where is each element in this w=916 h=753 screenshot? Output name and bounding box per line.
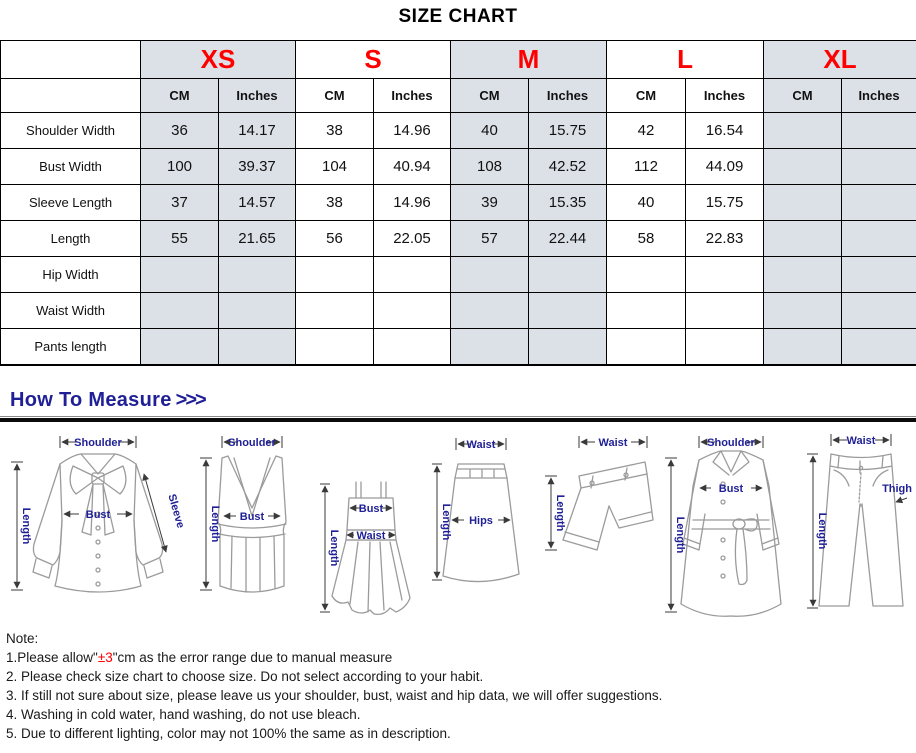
row-label: Shoulder Width bbox=[1, 113, 141, 149]
size-value-cell: 22.05 bbox=[374, 221, 451, 257]
measure-label-length: Length bbox=[328, 529, 341, 567]
table-row bbox=[1, 149, 916, 185]
diagram-dress bbox=[316, 428, 426, 624]
measure-diagrams bbox=[0, 428, 916, 626]
size-value-cell: 38 bbox=[296, 113, 374, 149]
note-line-2: 2. Please check size chart to choose size. Do not select according to your habit. bbox=[6, 669, 484, 684]
note-1-prefix: 1.Please allow" bbox=[6, 650, 98, 665]
size-value-cell bbox=[296, 293, 374, 329]
unit-header: CM bbox=[764, 79, 842, 113]
corner-cell bbox=[1, 79, 141, 113]
size-value-cell: 57 bbox=[451, 221, 529, 257]
measure-label-length: Length bbox=[20, 507, 32, 545]
note-line-4: 4. Washing in cold water, hand washing, do not use bleach. bbox=[6, 707, 361, 722]
size-value-cell bbox=[686, 257, 764, 293]
size-value-cell: 36 bbox=[141, 113, 219, 149]
size-value-cell bbox=[686, 329, 764, 365]
size-value-cell bbox=[219, 293, 296, 329]
measure-label-length: Length bbox=[553, 494, 566, 532]
size-value-cell bbox=[764, 185, 842, 221]
measure-label-length: Length bbox=[209, 505, 222, 543]
size-value-cell bbox=[296, 329, 374, 365]
page-title: SIZE CHART bbox=[398, 6, 518, 27]
measure-label-bust: Bust bbox=[239, 511, 265, 523]
size-value-cell bbox=[219, 329, 296, 365]
measure-label-length: Length bbox=[440, 503, 453, 541]
table-row bbox=[1, 113, 916, 149]
note-line-5: 5. Due to different lighting, color may not 100% the same as in description. bbox=[6, 726, 451, 741]
size-value-cell bbox=[529, 257, 607, 293]
size-value-cell bbox=[842, 257, 916, 293]
row-label: Pants length bbox=[1, 329, 141, 365]
size-value-cell: 15.35 bbox=[529, 185, 607, 221]
size-value-cell: 22.83 bbox=[686, 221, 764, 257]
diagram-pants bbox=[803, 428, 913, 624]
row-label: Length bbox=[1, 221, 141, 257]
size-table bbox=[0, 40, 916, 366]
diagram-coat bbox=[659, 428, 799, 624]
how-to-measure-heading bbox=[10, 389, 205, 412]
measure-label-waist: Waist bbox=[598, 437, 628, 449]
size-value-cell bbox=[607, 293, 686, 329]
table-row bbox=[1, 221, 916, 257]
size-value-cell bbox=[764, 221, 842, 257]
size-value-cell bbox=[374, 257, 451, 293]
diagram-blouse bbox=[3, 428, 188, 624]
size-value-cell: 108 bbox=[451, 149, 529, 185]
measure-label-hips: Hips bbox=[469, 515, 494, 527]
size-value-cell: 14.96 bbox=[374, 185, 451, 221]
unit-header: CM bbox=[141, 79, 219, 113]
size-value-cell: 39.37 bbox=[219, 149, 296, 185]
size-value-cell bbox=[764, 329, 842, 365]
size-value-cell bbox=[842, 149, 916, 185]
row-label: Sleeve Length bbox=[1, 185, 141, 221]
size-value-cell bbox=[764, 293, 842, 329]
note-1-suffix: "cm as the error range due to manual measure bbox=[112, 650, 393, 665]
size-value-cell: 42 bbox=[607, 113, 686, 149]
row-label: Hip Width bbox=[1, 257, 141, 293]
size-value-cell: 14.17 bbox=[219, 113, 296, 149]
unit-header: Inches bbox=[219, 79, 296, 113]
size-value-cell bbox=[842, 329, 916, 365]
size-value-cell bbox=[842, 185, 916, 221]
row-label: Waist Width bbox=[1, 293, 141, 329]
measure-label-shoulder: Shoulder bbox=[74, 437, 122, 449]
measure-label-waist: Waist bbox=[846, 435, 876, 447]
measure-label-bust: Bust bbox=[85, 509, 111, 521]
size-value-cell: 38 bbox=[296, 185, 374, 221]
size-value-cell bbox=[607, 257, 686, 293]
size-header-l: L bbox=[607, 41, 764, 79]
diagram-tank-top bbox=[192, 428, 312, 624]
size-value-cell bbox=[296, 257, 374, 293]
diagram-shorts bbox=[535, 428, 655, 624]
size-value-cell: 58 bbox=[607, 221, 686, 257]
size-value-cell: 42.52 bbox=[529, 149, 607, 185]
measure-label-sleeve: Sleeve bbox=[165, 492, 187, 530]
size-value-cell: 55 bbox=[141, 221, 219, 257]
unit-header: CM bbox=[451, 79, 529, 113]
size-value-cell: 40 bbox=[451, 113, 529, 149]
size-value-cell bbox=[451, 257, 529, 293]
unit-header: Inches bbox=[374, 79, 451, 113]
unit-header: CM bbox=[607, 79, 686, 113]
size-value-cell: 100 bbox=[141, 149, 219, 185]
size-header-xs: XS bbox=[141, 41, 296, 79]
note-line-3: 3. If still not sure about size, please leave us your shoulder, bust, waist and hip data, we will offer suggestions. bbox=[6, 688, 663, 703]
size-value-cell: 14.96 bbox=[374, 113, 451, 149]
how-to-measure-label: How To Measure bbox=[10, 389, 172, 411]
size-header-row bbox=[1, 41, 916, 79]
size-value-cell: 15.75 bbox=[686, 185, 764, 221]
measure-label-bust: Bust bbox=[718, 483, 744, 495]
size-value-cell bbox=[141, 257, 219, 293]
size-value-cell: 15.75 bbox=[529, 113, 607, 149]
size-value-cell bbox=[764, 149, 842, 185]
size-value-cell bbox=[374, 293, 451, 329]
size-value-cell bbox=[219, 257, 296, 293]
table-row bbox=[1, 257, 916, 293]
size-header-s: S bbox=[296, 41, 451, 79]
size-value-cell bbox=[764, 257, 842, 293]
size-value-cell bbox=[686, 293, 764, 329]
measure-label-waist: Waist bbox=[356, 530, 386, 542]
size-value-cell: 22.44 bbox=[529, 221, 607, 257]
row-label: Bust Width bbox=[1, 149, 141, 185]
size-value-cell: 16.54 bbox=[686, 113, 764, 149]
size-value-cell bbox=[529, 293, 607, 329]
unit-header: CM bbox=[296, 79, 374, 113]
table-row bbox=[1, 293, 916, 329]
unit-header: Inches bbox=[529, 79, 607, 113]
size-value-cell: 40 bbox=[607, 185, 686, 221]
measure-label-waist: Waist bbox=[467, 439, 496, 451]
size-value-cell: 39 bbox=[451, 185, 529, 221]
size-value-cell: 40.94 bbox=[374, 149, 451, 185]
measure-label-thigh: Thigh bbox=[882, 483, 912, 495]
notes-section bbox=[6, 629, 906, 743]
note-1-tolerance: ±3 bbox=[97, 650, 113, 665]
section-divider bbox=[0, 416, 916, 423]
measure-label-shoulder: Shoulder bbox=[706, 437, 755, 449]
measure-label-shoulder: Shoulder bbox=[228, 437, 276, 449]
size-value-cell: 104 bbox=[296, 149, 374, 185]
size-value-cell: 44.09 bbox=[686, 149, 764, 185]
measure-label-bust: Bust bbox=[359, 503, 384, 515]
size-value-cell bbox=[764, 113, 842, 149]
table-row bbox=[1, 329, 916, 365]
size-value-cell: 14.57 bbox=[219, 185, 296, 221]
size-value-cell bbox=[529, 329, 607, 365]
size-value-cell bbox=[374, 329, 451, 365]
size-header-xl: XL bbox=[764, 41, 916, 79]
size-value-cell bbox=[842, 221, 916, 257]
size-value-cell bbox=[451, 329, 529, 365]
note-line-1 bbox=[6, 648, 906, 667]
diagram-skirt bbox=[430, 428, 530, 624]
corner-cell bbox=[1, 41, 141, 79]
size-value-cell: 56 bbox=[296, 221, 374, 257]
size-value-cell: 112 bbox=[607, 149, 686, 185]
size-value-cell bbox=[141, 293, 219, 329]
notes-heading: Note: bbox=[6, 631, 39, 646]
chevrons-icon: >>> bbox=[175, 389, 205, 411]
size-value-cell: 37 bbox=[141, 185, 219, 221]
measure-label-length: Length bbox=[673, 516, 686, 554]
size-value-cell bbox=[842, 293, 916, 329]
size-header-m: M bbox=[451, 41, 607, 79]
unit-header-row bbox=[1, 79, 916, 113]
table-row bbox=[1, 185, 916, 221]
measure-label-length: Length bbox=[815, 512, 828, 550]
size-value-cell bbox=[141, 329, 219, 365]
unit-header: Inches bbox=[686, 79, 764, 113]
size-value-cell: 21.65 bbox=[219, 221, 296, 257]
size-value-cell bbox=[607, 329, 686, 365]
size-value-cell bbox=[451, 293, 529, 329]
unit-header: Inches bbox=[842, 79, 916, 113]
size-value-cell bbox=[842, 113, 916, 149]
